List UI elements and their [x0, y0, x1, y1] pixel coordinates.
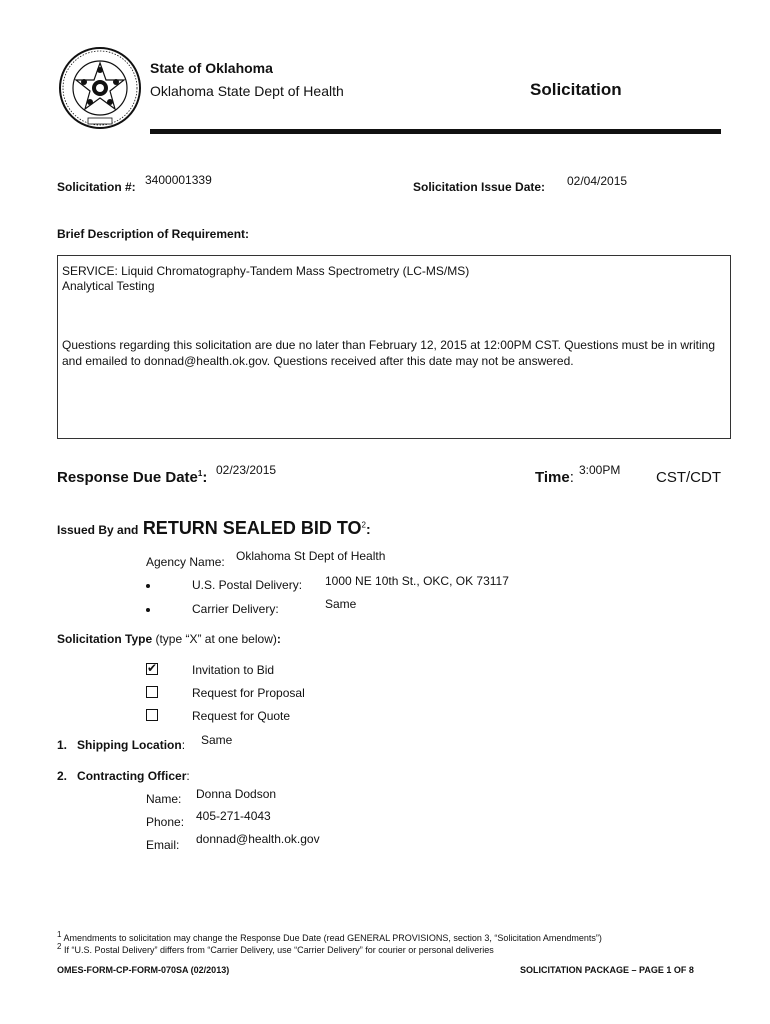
agency-name-value: Oklahoma St Dept of Health [236, 549, 386, 563]
org-name: State of Oklahoma [150, 60, 273, 76]
request-for-proposal-checkbox[interactable] [146, 686, 158, 698]
header-divider [150, 129, 721, 134]
page-number: SOLICITATION PACKAGE – PAGE 1 OF 8 [520, 965, 694, 975]
postal-delivery-label: U.S. Postal Delivery: [192, 578, 303, 592]
officer-name-label: Name: [146, 792, 182, 806]
officer-phone-value: 405-271-4043 [196, 809, 271, 823]
carrier-delivery-value: Same [325, 597, 357, 611]
officer-name-value: Donna Dodson [196, 787, 277, 801]
carrier-delivery-label: Carrier Delivery: [192, 602, 279, 616]
footnote-1: $^1$ Amendments to solicitation may change the Response Due Date (read GENERAL PROVISIONS, section 3, “Solicitation Amendments”) [57, 930, 602, 943]
contracting-officer-label: 2. Contracting Officer: [57, 769, 190, 783]
bullet-icon [146, 608, 150, 612]
response-due-date-label: Response Due Date$^1$: [57, 469, 208, 486]
return-bid-heading: Issued By and RETURN SEALED BID $TO^2$: [57, 518, 371, 538]
org-department: Oklahoma State Dept of Health [150, 83, 344, 99]
time-value: 3:00PM [579, 463, 621, 477]
description-box [57, 255, 731, 439]
solicitation-number-value: 3400001339 [145, 173, 212, 187]
option-label-invitation: Invitation to Bid [192, 663, 275, 677]
description-label: Brief Description of Requirement: [57, 227, 250, 241]
oklahoma-state-seal-icon [58, 46, 142, 130]
shipping-location-value: Same [201, 733, 233, 747]
issue-date-value: 02/04/2015 [567, 174, 628, 188]
page-title: Solicitation [530, 80, 622, 99]
agency-name-label: Agency Name: [146, 555, 225, 569]
officer-email-value: donnad@health.ok.gov [196, 832, 320, 846]
questions-notice: Questions regarding this solicitation are due no later than February 12, 2015 at 12:00PM CST. Questions must be in writing and emailed to donnad@health.ok.gov. Questions received after this date may not be answered. [62, 338, 716, 368]
shipping-location-label: 1. Shipping Location: [57, 738, 186, 752]
option-label-quote: Request for Quote [192, 709, 291, 723]
request-for-quote-checkbox[interactable] [146, 709, 158, 721]
form-identifier: OMES-FORM-CP-FORM-070SA (02/2013) [57, 965, 230, 975]
timezone: CST/CDT [656, 469, 721, 486]
response-due-date-value: 02/23/2015 [216, 463, 277, 477]
description-line1: SERVICE: Liquid Chromatography-Tandem Mass Spectrometry (LC-MS/MS) [62, 264, 470, 278]
invitation-to-bid-checkbox[interactable] [146, 663, 158, 675]
solicitation-number-label: Solicitation #: [57, 180, 136, 194]
check-mark-icon: ✔ [147, 661, 158, 675]
footnote-2: $^2$ If “U.S. Postal Delivery” differs from “Carrier Delivery, use “Carrier Delivery” for courier or personal deliveries [57, 942, 494, 955]
issue-date-label: Solicitation Issue Date: [413, 180, 546, 194]
bullet-icon [146, 584, 150, 588]
time-label: Time: [535, 469, 574, 486]
officer-email-label: Email: [146, 838, 180, 852]
solicitation-type-label: Solicitation Type (type “X” at one below): [57, 632, 281, 646]
option-label-proposal: Request for Proposal [192, 686, 305, 700]
description-line2: Analytical Testing [62, 279, 155, 293]
officer-phone-label: Phone: [146, 815, 185, 829]
postal-delivery-value: 1000 NE 10th St., OKC, OK 73117 [325, 574, 509, 588]
